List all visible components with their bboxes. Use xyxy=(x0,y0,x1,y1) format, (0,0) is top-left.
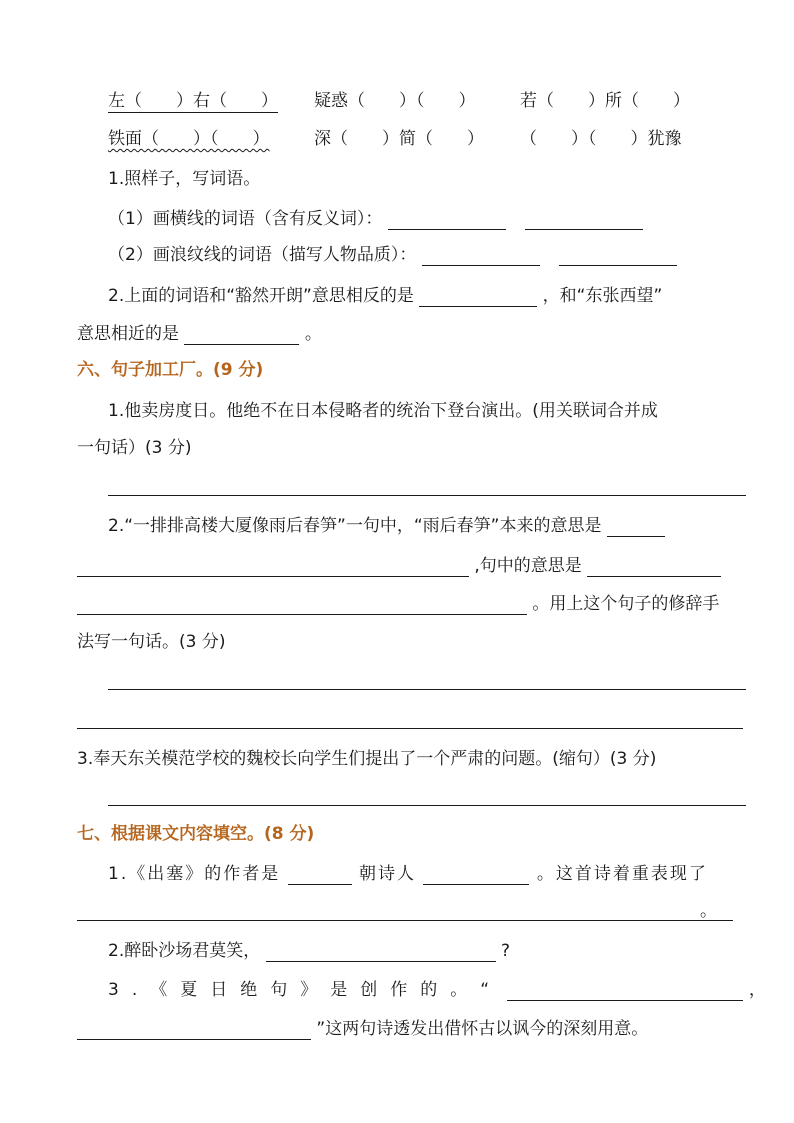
section6-title: 六、句子加工厂。(9 分) xyxy=(77,360,264,380)
sec7-q3-text-a: 3.《夏日绝句》是创作的。“ xyxy=(108,980,503,1000)
q2-part4: 。 xyxy=(304,324,322,344)
q1-a-text: （1）画横线的词语（含有反义词）： xyxy=(108,209,383,229)
q1-b-text: （2）画浪纹线的词语（描写人物品质）： xyxy=(108,245,417,265)
sec7-q1-line1 xyxy=(108,863,708,885)
sec6-q2-line4: 法写一句话。(3 分) xyxy=(77,632,226,652)
sec6-q2-line1 xyxy=(108,515,665,537)
sec6-q1-line1: 1.他卖房度日。他绝不在日本侵略者的统治下登台演出。(用关联词合并成 xyxy=(108,401,658,421)
q1-b-line xyxy=(108,244,677,266)
sec6-q1-line2: 一句话）(3 分) xyxy=(77,438,192,458)
sec6-q2-line2 xyxy=(77,555,721,577)
sec7-q3-text-b: ， xyxy=(748,980,766,1000)
q2-part1: 2.上面的词语和“豁然开朗”意思相反的是 xyxy=(108,286,414,306)
sec7-q2-line xyxy=(108,940,510,962)
sec7-q3-blank-1[interactable] xyxy=(507,982,743,1001)
sec6-q2-blank-4[interactable] xyxy=(77,596,527,615)
sec7-q2-blank[interactable] xyxy=(266,943,496,962)
sec7-q1-text-a: 1.《出塞》的作者是 xyxy=(108,864,281,884)
word-grid-row1-item3: 若（ ）所（ ） xyxy=(520,91,690,111)
sec6-q3-answer-line[interactable] xyxy=(108,805,746,806)
sec7-q3-line2 xyxy=(77,1018,648,1040)
section7-title: 七、根据课文内容填空。(8 分) xyxy=(77,824,315,844)
sec7-q3-blank-2[interactable] xyxy=(77,1021,311,1040)
q2-part2: ，和“东张西望” xyxy=(542,286,663,306)
sec6-q2-blank-2[interactable] xyxy=(77,558,469,577)
sec7-q1-answer-line[interactable] xyxy=(77,920,733,921)
sec6-q2-text3: 。用上这个句子的修辞手 xyxy=(532,594,720,614)
q2-line1 xyxy=(108,285,662,307)
sec6-q3: 3.奉天东关模范学校的魏校长向学生们提出了一个严肃的问题。(缩句）(3 分) xyxy=(77,749,657,769)
q1-a-blank-2[interactable] xyxy=(525,211,643,230)
word-grid-row2-item3: （ ）（ ）犹豫 xyxy=(520,129,682,149)
q1-stem: 1.照样子，写词语。 xyxy=(108,169,261,189)
q1-b-blank-1[interactable] xyxy=(422,247,540,266)
q1-a-line xyxy=(108,208,643,230)
word-grid-row1-item1: 左（ ）右（ ） xyxy=(108,91,278,111)
q2-blank-2[interactable] xyxy=(184,326,299,345)
sec7-q1-blank-2[interactable] xyxy=(423,866,529,885)
sec6-q2-text2: ,句中的意思是 xyxy=(474,556,582,576)
sec6-q2-line3 xyxy=(77,593,719,615)
sec6-q2-answer-line-2[interactable] xyxy=(77,728,743,729)
q2-part3: 意思相近的是 xyxy=(77,324,179,344)
sec7-q3-text-c: ”这两句诗透发出借怀古以讽今的深刻用意。 xyxy=(316,1019,649,1039)
sec6-q2-blank-3[interactable] xyxy=(587,558,721,577)
q2-line2 xyxy=(77,323,322,345)
q1-b-blank-2[interactable] xyxy=(559,247,677,266)
sec7-q2-text-a: 2.醉卧沙场君莫笑， xyxy=(108,941,261,961)
word-grid-row2-item2: 深（ ）简（ ） xyxy=(314,129,484,149)
sec7-q1-text-b: 朝诗人 xyxy=(359,864,417,884)
sec7-q1-blank-1[interactable] xyxy=(288,866,352,885)
sec7-q3-line1 xyxy=(108,979,766,1001)
sec7-q1-end: 。 xyxy=(700,901,717,921)
q1-a-blank-1[interactable] xyxy=(388,211,506,230)
sec7-q1-text-c: 。这首诗着重表现了 xyxy=(536,864,708,884)
word-grid-row2-item1: 铁面（ ）（ ） xyxy=(108,129,270,149)
word-grid-row1-item2: 疑惑（ ）（ ） xyxy=(314,91,476,111)
sec6-q2-blank-1[interactable] xyxy=(607,518,665,537)
sec7-q2-text-b: ? xyxy=(501,941,511,961)
sec6-q2-answer-line-1[interactable] xyxy=(108,689,746,690)
sec6-q1-answer-line[interactable] xyxy=(108,495,746,496)
q2-blank-1[interactable] xyxy=(419,288,537,307)
sec6-q2-text1: 2.“一排排高楼大厦像雨后春笋”一句中，“雨后春笋”本来的意思是 xyxy=(108,516,602,536)
